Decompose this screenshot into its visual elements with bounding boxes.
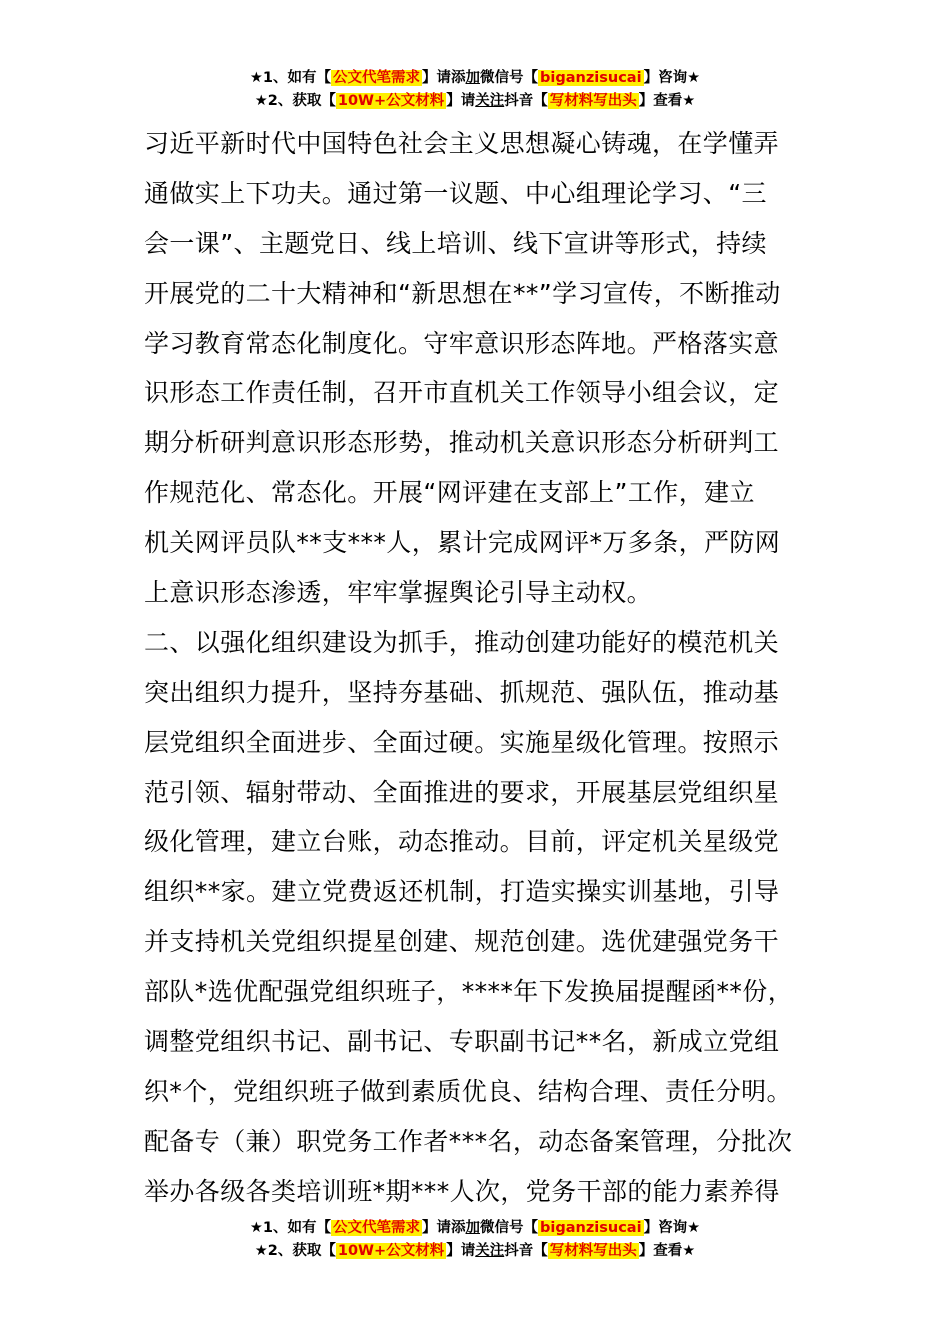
footer-banner: [0, 1217, 950, 1263]
section-heading: 二、以强化组织建设为抓手，推动创建功能好的模范机关: [144, 627, 780, 657]
text-line: 范引领、辐射带动、全面推进的要求，开展基层党组织星: [144, 777, 780, 807]
document-body: [144, 119, 809, 1217]
text-line: 开展党的二十大精神和“新思想在**”学习宣传，不断推动: [144, 278, 781, 308]
banner-text: 微信号【: [480, 70, 539, 86]
text-line: 通做实上下功夫。通过第一议题、中心组理论学习、“三: [144, 178, 767, 208]
banner-text: 】咨询★: [643, 70, 701, 86]
text-line: 上意识形态渗透，牢牢掌握舆论引导主动权。: [144, 578, 653, 608]
banner-underlined: 加: [465, 1220, 481, 1236]
banner-text: 微信号【: [480, 1220, 539, 1236]
banner-text: 】请: [446, 93, 476, 109]
text-line: 突出组织力提升，坚持夯基础、抓规范、强队伍，推动基: [144, 677, 780, 707]
text-line: 会一课”、主题党日、线上培训、线下宣讲等形式，持续: [144, 228, 767, 258]
highlight-service: 公文代笔需求: [333, 70, 421, 86]
header-banner: [0, 67, 950, 113]
banner-text: 抖音【: [504, 93, 548, 109]
banner-underlined: 关注: [475, 93, 505, 109]
text-line: 级化管理，建立台账，动态推动。目前，评定机关星级党: [144, 827, 780, 857]
text-line: 调整党组织书记、副书记、专职副书记**名，新成立党组: [144, 1027, 780, 1057]
banner-line-1: [0, 67, 950, 90]
highlight-wechat-id: biganzisucai: [540, 70, 642, 86]
highlight-wechat-id: biganzisucai: [540, 1220, 642, 1236]
text-line: 层党组织全面进步、全面过硬。实施星级化管理。按照示: [144, 727, 780, 757]
highlight-douyin: 写材料写出头: [549, 93, 637, 109]
banner-text: 】请添: [422, 1220, 466, 1236]
banner-text: 】咨询★: [643, 1220, 701, 1236]
banner-underlined: 关注: [475, 1243, 505, 1259]
banner-line-2: [0, 90, 950, 113]
banner-line-2: [0, 1240, 950, 1263]
text-line: 期分析研判意识形态形势，推动机关意识形态分析研判工: [144, 428, 780, 458]
banner-text: ★2、获取【: [254, 1243, 336, 1259]
banner-text: ★1、如有【: [249, 70, 332, 86]
banner-line-1: [0, 1217, 950, 1240]
highlight-service: 公文代笔需求: [333, 1220, 421, 1236]
banner-text: ★2、获取【: [254, 93, 336, 109]
text-line: 识形态工作责任制，召开市直机关工作领导小组会议，定: [144, 378, 780, 408]
banner-text: ★1、如有【: [249, 1220, 332, 1236]
highlight-materials: 10W+公文材料: [337, 93, 445, 109]
text-line: 组织**家。建立党费返还机制，打造实操实训基地，引导: [144, 877, 780, 907]
banner-text: 】请添: [422, 70, 466, 86]
text-line: 织*个，党组织班子做到素质优良、结构合理、责任分明。: [144, 1076, 792, 1106]
banner-text: 】请: [446, 1243, 476, 1259]
banner-text: 】查看★: [638, 93, 696, 109]
highlight-douyin: 写材料写出头: [549, 1243, 637, 1259]
text-line: 部队*选优配强党组织班子，****年下发换届提醒函**份，: [144, 977, 794, 1007]
text-line: 习近平新时代中国特色社会主义思想凝心铸魂，在学懂弄: [144, 129, 780, 158]
text-line: 举办各级各类培训班*期***人次，党务干部的能力素养得: [144, 1176, 780, 1206]
highlight-materials: 10W+公文材料: [337, 1243, 445, 1259]
banner-text: 抖音【: [504, 1243, 548, 1259]
text-line: 学习教育常态化制度化。守牢意识形态阵地。严格落实意: [144, 328, 780, 358]
text-line: 机关网评员队**支***人，累计完成网评*万多条，严防网: [144, 528, 781, 558]
text-line: 作规范化、常态化。开展“网评建在支部上”工作，建立: [144, 478, 755, 508]
text-line: 并支持机关党组织提星创建、规范创建。选优建强党务干: [144, 927, 780, 957]
text-line: 配备专（兼）职党务工作者***名，动态备案管理，分批次: [144, 1126, 793, 1156]
banner-text: 】查看★: [638, 1243, 696, 1259]
banner-underlined: 加: [465, 70, 481, 86]
